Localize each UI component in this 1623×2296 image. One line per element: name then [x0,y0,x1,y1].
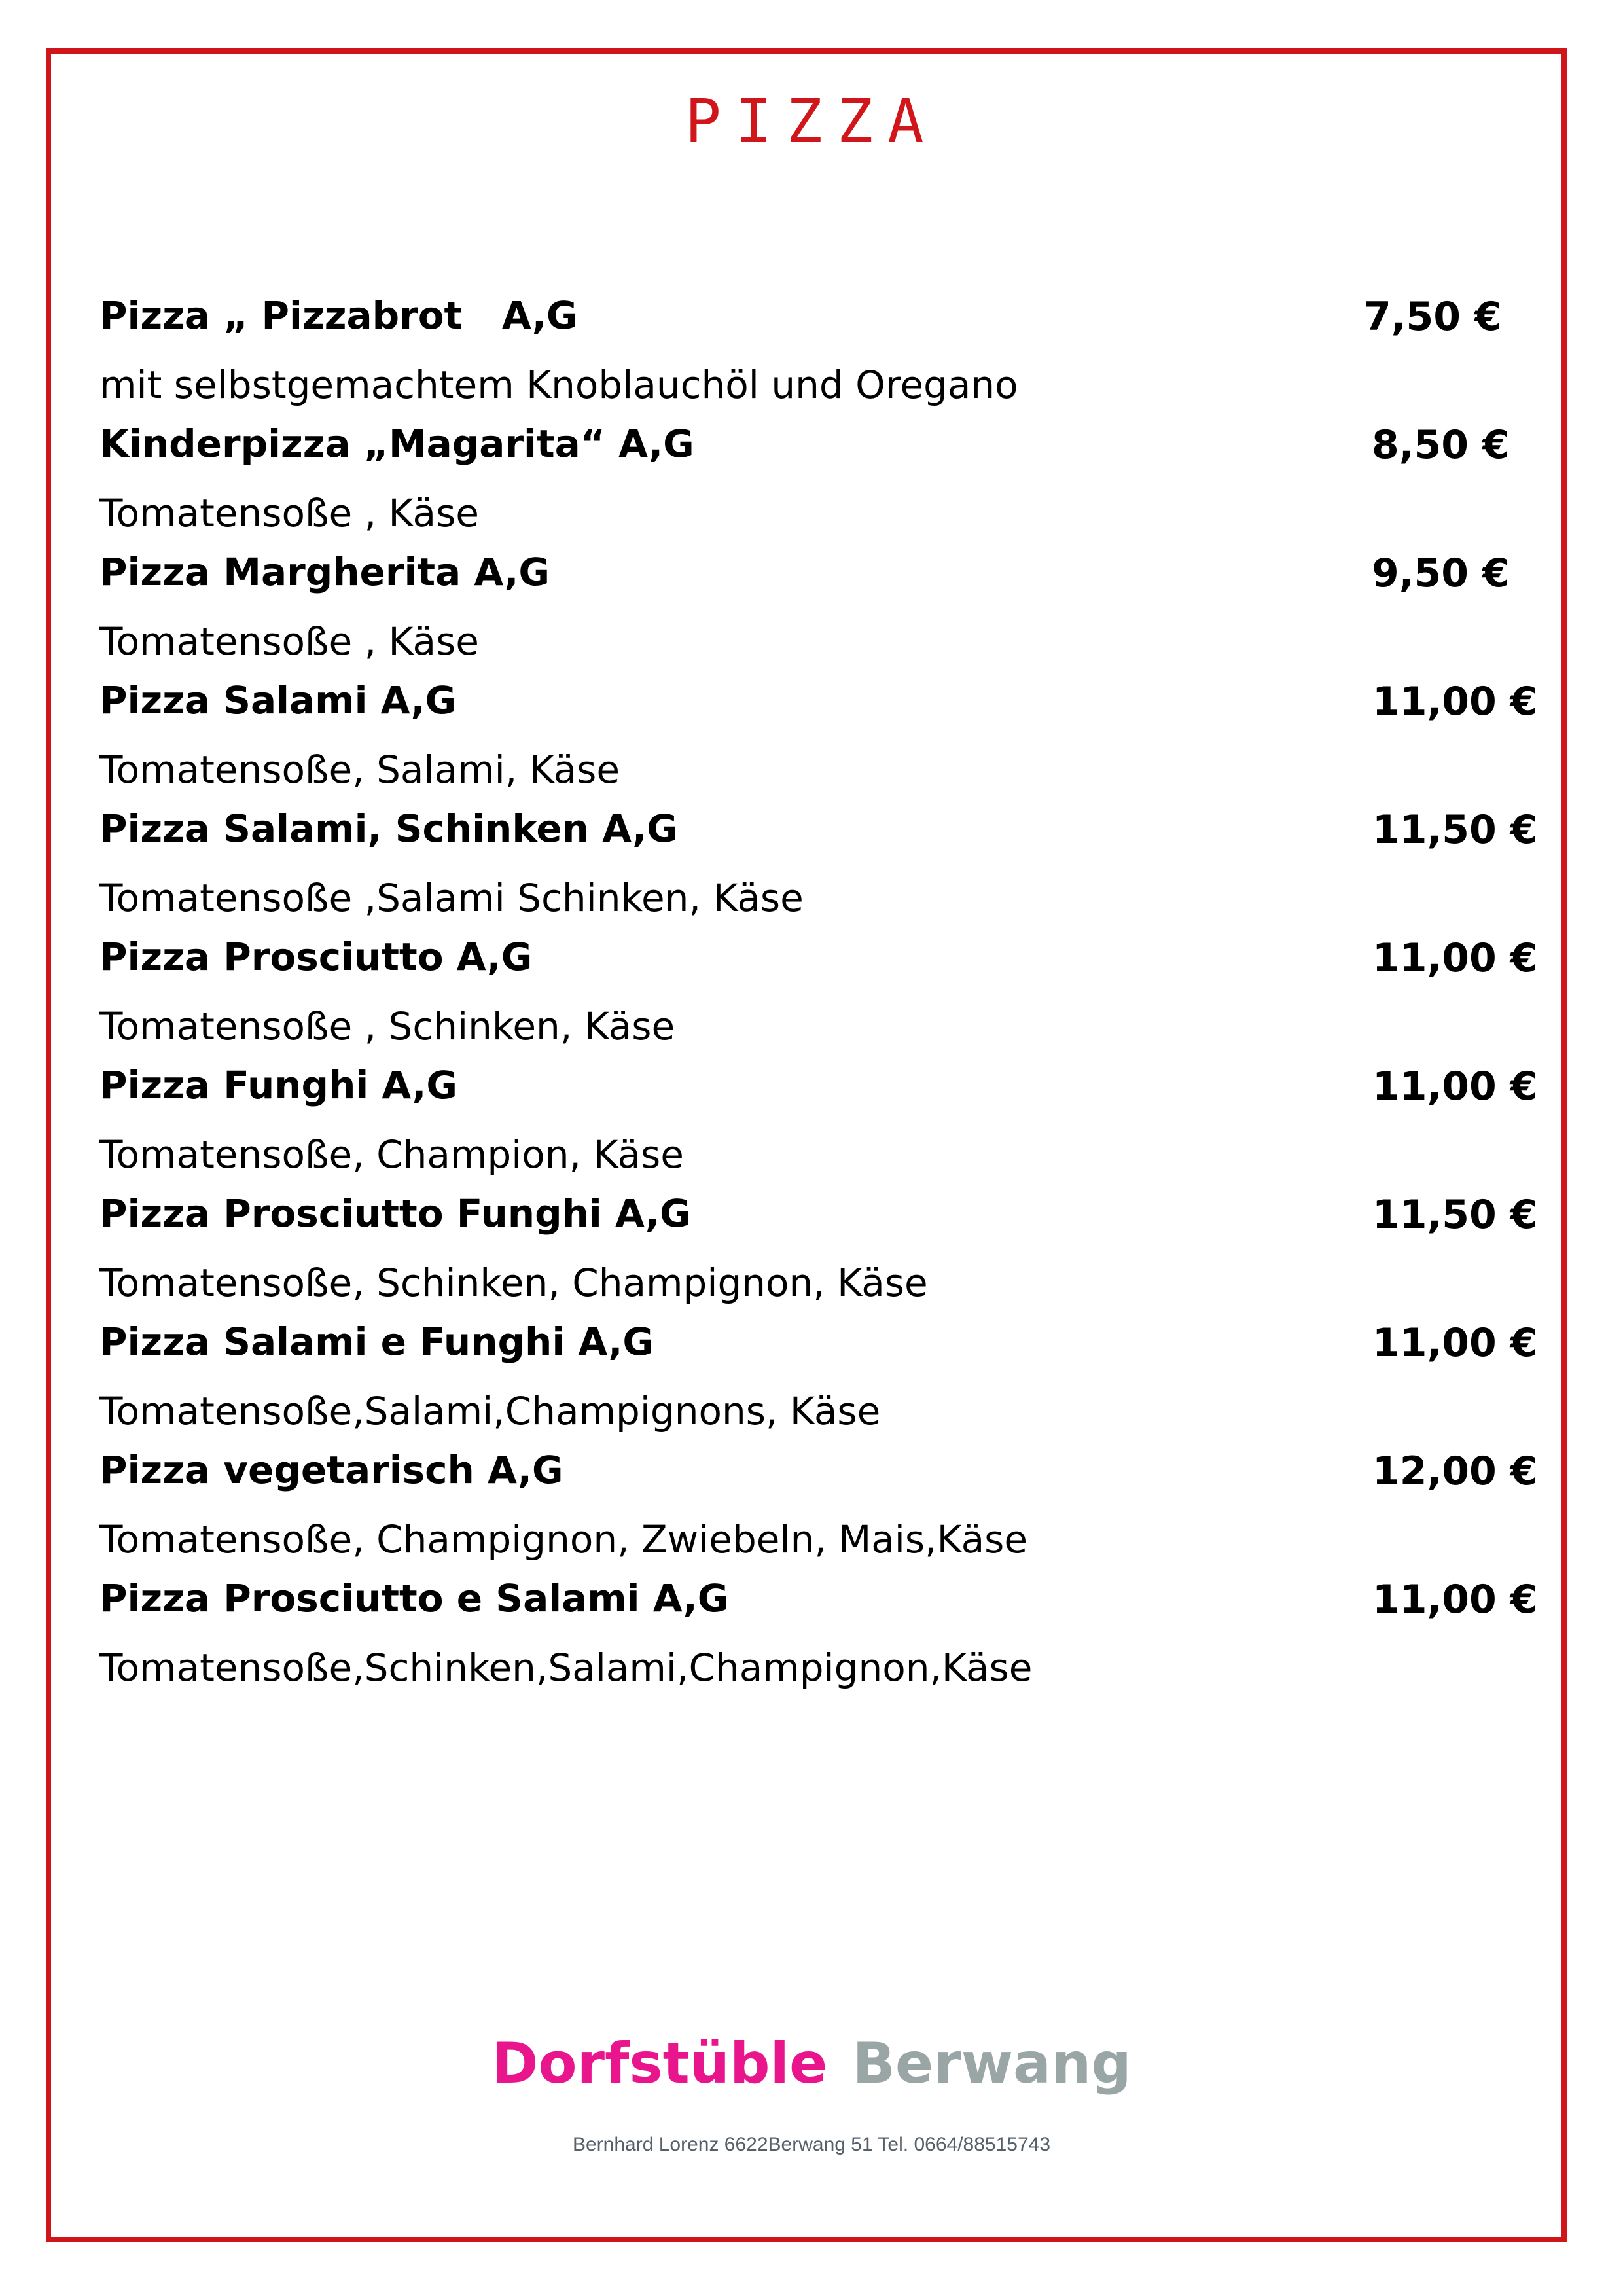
item-price: 12,00 € [1372,1448,1538,1494]
brand-place: Berwang [852,2031,1132,2096]
item-name: Pizza Prosciutto A,G [99,935,533,979]
item-price: 11,00 € [1372,679,1538,725]
menu-item [99,929,1539,1058]
item-name: Pizza Salami, Schinken A,G [99,806,678,851]
item-name: Pizza „ Pizzabrot A,G [99,293,578,338]
item-name: Kinderpizza „Magarita“ A,G [99,422,694,466]
item-price: 11,50 € [1372,1192,1538,1238]
item-name: Pizza Prosciutto e Salami A,G [99,1576,729,1621]
menu-item [99,1058,1539,1186]
item-name: Pizza Salami e Funghi A,G [99,1319,654,1364]
item-price: 11,00 € [1372,1320,1538,1366]
item-price: 11,00 € [1372,935,1538,981]
item-price: 11,50 € [1372,807,1538,853]
item-description: Tomatensoße,Salami,Champignons, Käse [99,1389,881,1433]
item-name: Pizza Margherita A,G [99,550,550,594]
menu-item [99,1314,1539,1443]
menu-item [99,416,1539,545]
item-price: 9,50 € [1372,550,1510,596]
item-name: Pizza vegetarisch A,G [99,1448,563,1492]
item-description: Tomatensoße ,Salami Schinken, Käse [99,876,804,920]
menu-item [99,545,1539,673]
item-description: Tomatensoße, Champion, Käse [99,1132,684,1177]
item-price: 11,00 € [1372,1577,1538,1623]
item-description: Tomatensoße, Schinken, Champignon, Käse [99,1261,928,1305]
item-price: 8,50 € [1372,422,1510,468]
restaurant-logo [0,2031,1623,2096]
item-name: Pizza Funghi A,G [99,1063,458,1107]
item-name: Pizza Prosciutto Funghi A,G [99,1191,691,1236]
menu-list [99,288,1539,1699]
item-description: Tomatensoße,Schinken,Salami,Champignon,Käse [99,1645,1033,1690]
menu-item [99,1186,1539,1314]
brand-name: Dorfstüble [491,2031,828,2096]
item-price: 7,50 € [1364,294,1502,340]
menu-title: PIZZA [685,86,938,156]
item-description: Tomatensoße, Champignon, Zwiebeln, Mais,Käse [99,1517,1028,1562]
menu-item [99,673,1539,801]
item-description: Tomatensoße , Schinken, Käse [99,1004,675,1049]
item-price: 11,00 € [1372,1064,1538,1109]
item-description: mit selbstgemachtem Knoblauchöl und Oregano [99,363,1018,407]
menu-item [99,1443,1539,1571]
menu-item [99,1571,1539,1699]
menu-item [99,288,1539,416]
item-description: Tomatensoße , Käse [99,491,479,535]
item-name: Pizza Salami A,G [99,678,457,723]
item-description: Tomatensoße , Käse [99,619,479,664]
item-description: Tomatensoße, Salami, Käse [99,747,620,792]
menu-item [99,801,1539,929]
footer-address: Bernhard Lorenz 6622Berwang 51 Tel. 0664/88515743 [572,2134,1051,2155]
